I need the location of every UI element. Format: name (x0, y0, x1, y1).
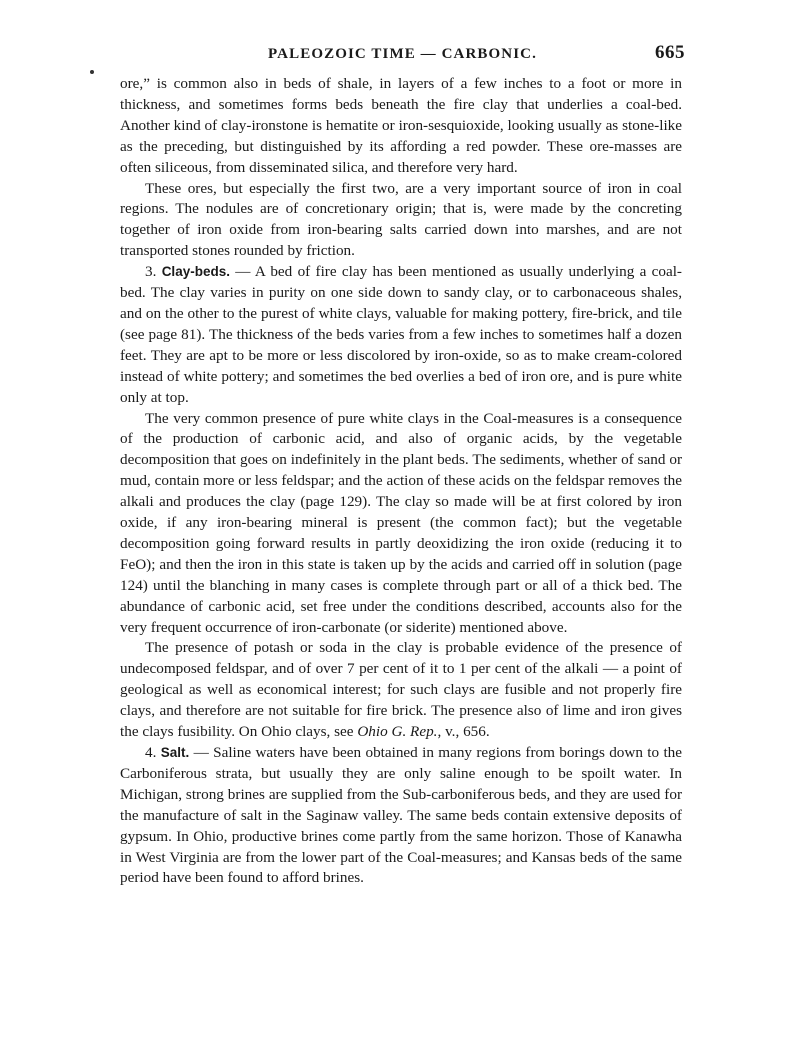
running-head (120, 42, 685, 66)
paragraph-continuation (120, 74, 682, 179)
section-clay-beds (120, 262, 682, 408)
body-text (120, 74, 682, 889)
section-heading: Clay-beds. (161, 264, 230, 280)
paragraph-text: The presence of potash or soda in the clay is probable evidence of the presence of undecomposed feldspar, and of over 7 per cent of it to 1 per cent of the alkali — a point of geological as well as economical interest; for such clays are fusible and not properly fire clays, and therefore are not suitable for fire brick. The presence also of lime and iron gives the clays fusibility. On Ohio clays, see (120, 639, 682, 741)
page-number: 665 (655, 42, 685, 63)
section-number: 4. (145, 744, 157, 761)
section-salt (120, 743, 682, 889)
paragraph-text: — A bed of fire clay has been mentioned as usually underlying a coal-bed. The clay varies in purity on one side down to sandy clay, or to carbonaceous shales, and on the other to the purest of white clays, valuable for making pottery, fire-brick, and tile (see page 81). The thickness of the beds varies from a few inches to sometimes half a dozen feet. They are apt to be more or less discolored by iron-oxide, so as to make cream-colored instead of white pottery; and sometimes the bed overlies a bed of iron ore, and is pure white only at top. (120, 263, 682, 406)
section-heading: Salt. (160, 745, 190, 760)
print-speck (90, 70, 94, 74)
paragraph-ores-importance (120, 179, 682, 263)
paragraph-white-clays (120, 409, 682, 639)
paragraph-text: ore,” is common also in beds of shale, in layers of a few inches to a foot or more in thickness, and sometimes forms beds beneath the fire clay that underlies a coal-bed. Another kind of clay-ironstone is hematite or iron-sesquioxide, looking usually as stone-like as the preceding, but distinguished by its affording a red powder. These ore-masses are often siliceous, from disseminated silica, and therefore very hard. (120, 75, 682, 176)
paragraph-text: These ores, but especially the first two, are a very important source of iron in coal regions. The nodules are of concretionary origin; that is, were made by the concreting together of iron oxide from iron-bearing salts carried down into marshes, and are not transported stones rounded by friction. (120, 179, 682, 260)
section-number: 3. (145, 263, 157, 281)
citation-title: Ohio G. Rep. (357, 723, 438, 741)
running-title: PALEOZOIC TIME — CARBONIC. (268, 46, 537, 62)
citation-locator: , v., 656. (437, 723, 490, 741)
paragraph-text: — Saline waters have been obtained in many regions from borings down to the Carboniferous strata, but usually they are only saline enough to be spoilt water. In Michigan, strong brines are supplied from the Sub-carboniferous beds, and they are used for the manufacture of salt in the Saginaw valley. The same beds contain extensive deposits of gypsum. In Ohio, productive brines come partly from the same horizon. Those of Kanawha in West Virginia are from the lower part of the Coal-measures; and Kansas beds of the same period have been found to afford brines. (120, 744, 683, 887)
paragraph-text: The very common presence of pure white clays in the Coal-measures is a consequence of the production of carbonic acid, and also of organic acids, by the vegetable decomposition that goes on indefinitely in the plant beds. The sediments, whether of sand or mud, contain more or less feldspar; and the action of these acids on the feldspar removes the alkali and produces the clay (page 129). The clay so made will be at first colored by iron oxide, if any iron-bearing mineral is present (the common fact); but the vegetable decomposition going forward results in partly deoxidizing the iron oxide (reducing it to FeO); and then the iron in this state is taken up by the acids and carried off in solution (page 124) until the blanching in many cases is complete through part or all of a thick bed. The abundance of carbonic acid, set free under the conditions described, accounts also for the very frequent occurrence of iron-carbonate (or siderite) mentioned above. (120, 409, 682, 636)
paragraph-potash-soda (120, 638, 682, 743)
